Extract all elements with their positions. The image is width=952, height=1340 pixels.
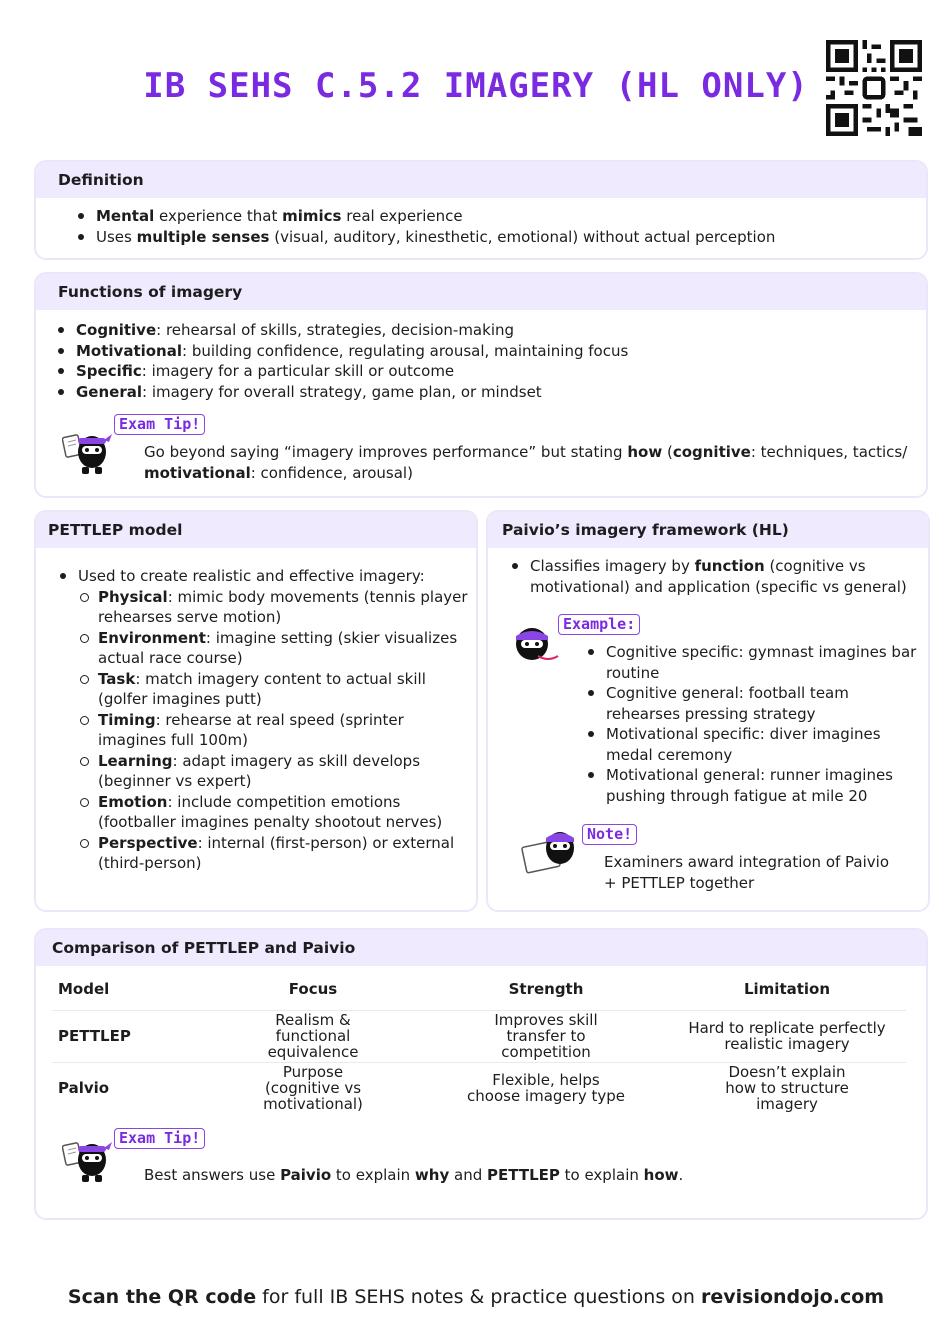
table-row	[52, 1062, 906, 1114]
pettlep-sublist	[78, 587, 468, 874]
page-title: IB SEHS C.5.2 IMAGERY (HL ONLY)	[143, 66, 809, 106]
table-cell: PETTLEP	[52, 1010, 202, 1062]
column-header: Focus	[202, 968, 424, 1010]
table-cell: Doesn’t explain how to structure imagery	[725, 1063, 849, 1114]
table-cell: Purpose (cognitive vs motivational)	[263, 1063, 363, 1114]
column-header: Model	[52, 968, 202, 1010]
ninja-mascot-icon	[508, 624, 564, 664]
list-item: Cognitive: rehearsal of skills, strategies, decision-making	[56, 320, 916, 341]
table-cell: Hard to replicate perfectly realistic imagery	[668, 1010, 906, 1062]
table-cell: Improves skill transfer to competition	[424, 1010, 668, 1062]
functions-card	[34, 272, 928, 498]
exam-tip-label: Exam Tip!	[114, 414, 205, 435]
column-header: Strength	[424, 968, 668, 1010]
table-cell: Realism & functional equivalence	[202, 1010, 424, 1062]
footer	[0, 1286, 952, 1308]
paivio-list	[510, 556, 920, 597]
ninja-mascot-icon	[520, 824, 580, 880]
definition-heading: Definition	[36, 162, 926, 198]
column-header: Limitation	[668, 968, 906, 1010]
pettlep-heading: PETTLEP model	[36, 512, 476, 548]
comparison-card	[34, 928, 928, 1220]
list-item: Classifies imagery by function (cognitive vs motivational) and application (specific vs general)	[510, 556, 920, 597]
pettlep-item: Environment: imagine setting (skier visualizes actual race course)	[78, 628, 468, 669]
functions-list	[56, 320, 916, 402]
definition-list	[76, 206, 916, 247]
list-item: General: imagery for overall strategy, game plan, or mindset	[56, 382, 916, 403]
pettlep-item: Perspective: internal (first-person) or external (third-person)	[78, 833, 468, 874]
footer-cta: Scan the QR code	[67, 1286, 257, 1308]
note-text: Examiners award integration of Paivio + PETTLEP together	[604, 853, 889, 892]
pettlep-card	[34, 510, 478, 912]
pettlep-item: Task: match imagery content to actual skill (golfer imagines putt)	[78, 669, 468, 710]
note-label: Note!	[582, 824, 637, 845]
example-item: Motivational specific: diver imagines medal ceremony	[586, 724, 918, 765]
list-item: Mental experience that mimics real experience	[76, 206, 916, 227]
ninja-mascot-icon	[62, 1130, 112, 1186]
pettlep-list	[58, 566, 468, 874]
definition-card	[34, 160, 928, 260]
pettlep-item: Learning: adapt imagery as skill develops (beginner vs expert)	[78, 751, 468, 792]
paivio-examples	[586, 642, 918, 806]
list-item: Specific: imagery for a particular skill or outcome	[56, 361, 916, 382]
exam-tip-text: Go beyond saying “imagery improves performance” but stating how (cognitive: techniques, tactics/ motivational: confidence, arousal)	[144, 443, 908, 482]
paivio-card	[486, 510, 930, 912]
comparison-table	[52, 968, 906, 1114]
pettlep-item: Emotion: include competition emotions (footballer imagines penalty shootout nerves)	[78, 792, 468, 833]
example-item: Motivational general: runner imagines pushing through fatigue at mile 20	[586, 765, 918, 806]
pettlep-item: Timing: rehearse at real speed (sprinter imagines full 100m)	[78, 710, 468, 751]
table-row	[52, 1010, 906, 1062]
list-item: Uses multiple senses (visual, auditory, kinesthetic, emotional) without actual perception	[76, 227, 916, 248]
qr-code[interactable]	[826, 40, 922, 136]
table-cell: Flexible, helps choose imagery type	[467, 1071, 625, 1106]
example-item: Cognitive general: football team rehearses pressing strategy	[586, 683, 918, 724]
footer-text: for full IB SEHS notes & practice questions on	[256, 1286, 701, 1308]
example-label: Example:	[558, 614, 640, 635]
table-header-row	[52, 968, 906, 1010]
exam-tip-text: Best answers use Paivio to explain why and PETTLEP to explain how.	[144, 1166, 684, 1184]
example-item: Cognitive specific: gymnast imagines bar routine	[586, 642, 918, 683]
functions-heading: Functions of imagery	[36, 274, 926, 310]
exam-tip-label: Exam Tip!	[114, 1128, 205, 1149]
list-item: Used to create realistic and effective imagery: Physical: mimic body movements (tennis player rehearses serve motion) Environment: imagine setting (skier visualizes actual race course) Task: match imagery content to actual skill (golfer imagines putt) Timing: rehearse at real speed (sprinter imagines full 100m) Learning: adapt imagery as skill develops (beginner vs expert) Emotion: include competition emotions (footballer imagines penalty shootout nerves) Perspective: internal (first-person) or external (third-person)	[58, 566, 468, 874]
paivio-heading: Paivio’s imagery framework (HL)	[488, 512, 928, 548]
pettlep-item: Physical: mimic body movements (tennis player rehearses serve motion)	[78, 587, 468, 628]
list-item: Motivational: building confidence, regulating arousal, maintaining focus	[56, 341, 916, 362]
comparison-heading: Comparison of PETTLEP and Paivio	[36, 930, 926, 966]
footer-link[interactable]: revisiondojo.com	[700, 1286, 885, 1308]
ninja-mascot-icon	[62, 422, 112, 478]
table-cell: Palvio	[58, 1079, 110, 1098]
